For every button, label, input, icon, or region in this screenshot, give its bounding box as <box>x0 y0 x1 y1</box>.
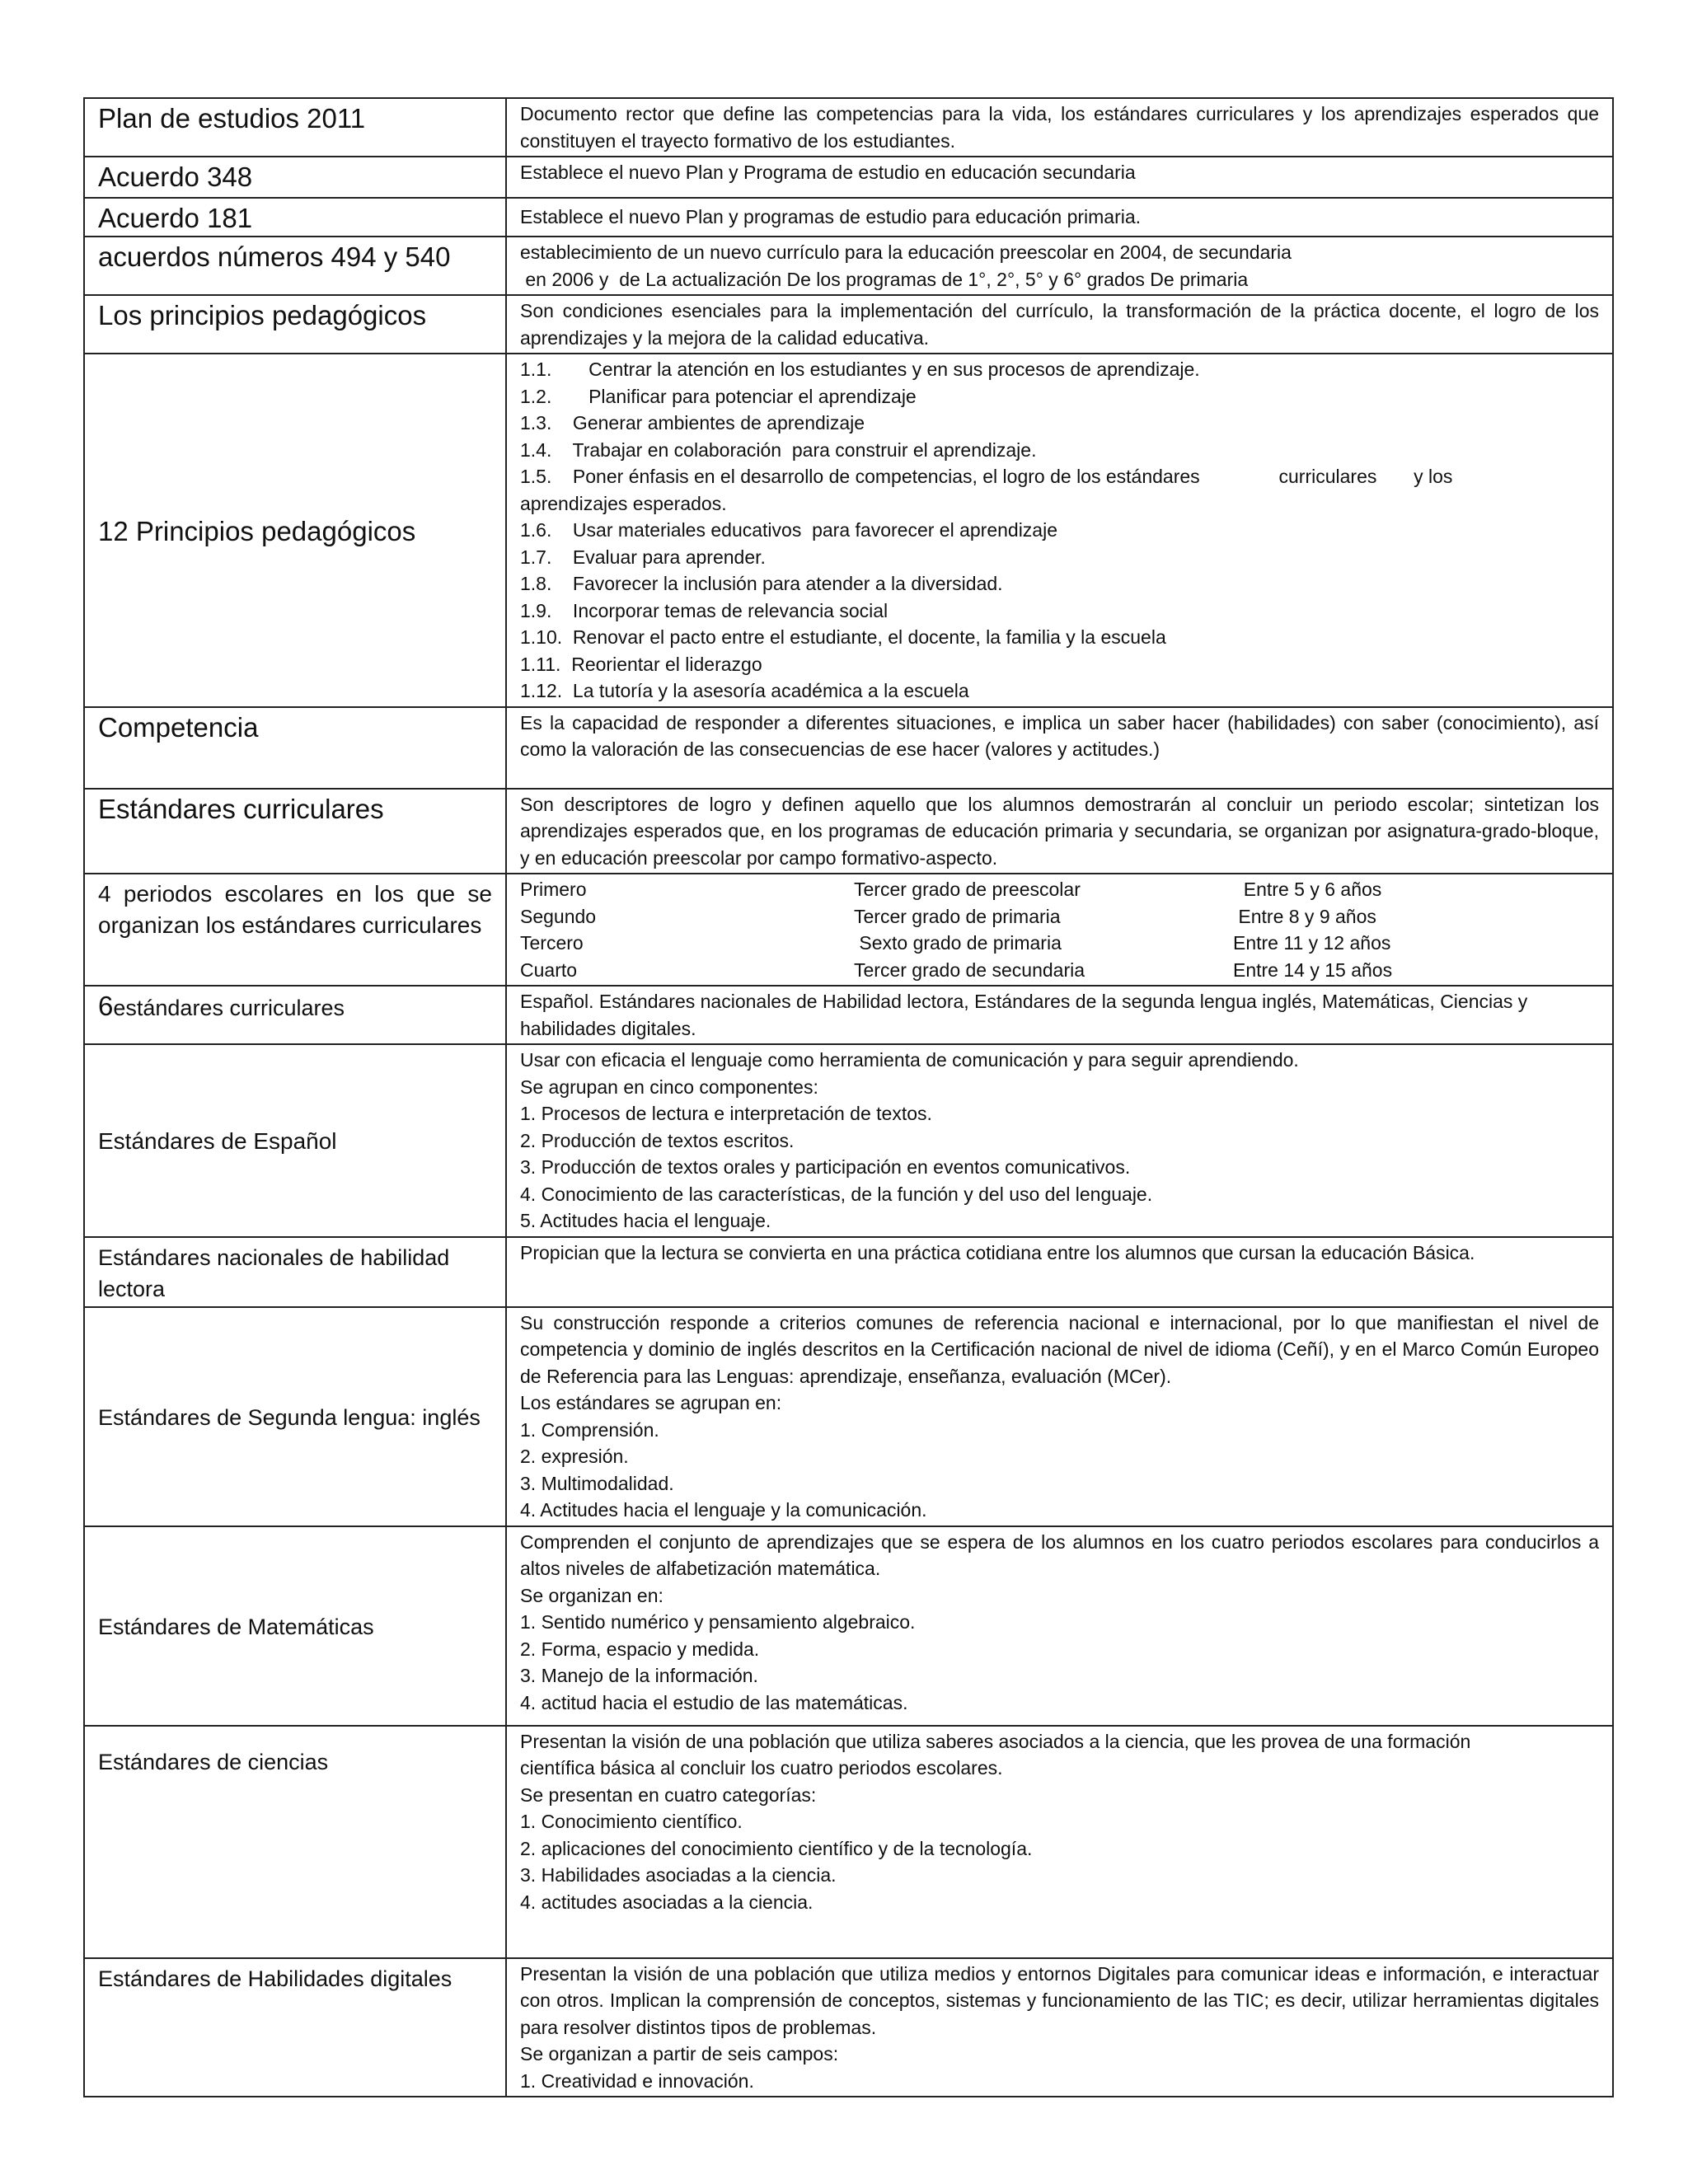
term-cell: Acuerdo 348 <box>84 157 506 198</box>
list-item: 1.8. Favorecer la inclusión para atender a la diversidad. <box>520 573 1003 594</box>
term-cell: Estándares nacionales de habilidad lectora <box>84 1237 506 1307</box>
table-row <box>84 1044 1613 1237</box>
definition-cell: Comprenden el conjunto de aprendizajes que se espera de los alumnos en los cuatro periodos escolares para conducirlos a altos niveles de alfabetización matemática. Se organizan en: 1. Sentido numérico y pensamiento algebraico. 2. Forma, espacio y medida. 3. Manejo de la información. 4. actitud hacia el estudio de las matemáticas. <box>506 1526 1613 1726</box>
term-cell: acuerdos números 494 y 540 <box>84 237 506 295</box>
table-row <box>84 237 1613 295</box>
list-item: aprendizajes esperados. <box>520 492 727 514</box>
term-cell: Estándares de Matemáticas <box>84 1526 506 1726</box>
term-cell: Estándares de Español <box>84 1044 506 1237</box>
table-row <box>84 707 1613 789</box>
table-row <box>84 789 1613 874</box>
definition-cell: Usar con eficacia el lenguaje como herramienta de comunicación y para seguir aprendiendo. Se agrupan en cinco componentes: 1. Procesos de lectura e interpretación de textos. 2. Producción de textos escritos. 3. Producción de textos orales y participación en eventos comunicativos. 4. Conocimiento de las características, de la función y del uso del lenguaje. 5. Actitudes hacia el lenguaje. <box>506 1044 1613 1237</box>
table-row <box>84 874 1613 986</box>
list-item: 1.12. La tutoría y la asesoría académica a la escuela <box>520 680 969 701</box>
table-row <box>84 354 1613 707</box>
table-row <box>84 1726 1613 1958</box>
term-cell: Estándares de Habilidades digitales <box>84 1958 506 2097</box>
definition-cell: establecimiento de un nuevo currículo para la educación preescolar en 2004, de secundaria en 2006 y de La actualización De los programas de 1°, 2°, 5° y 6° grados De primaria <box>506 237 1613 295</box>
table-row <box>84 1526 1613 1726</box>
table-row <box>84 1237 1613 1307</box>
definition-cell: Presentan la visión de una población que utiliza medios y entornos Digitales para comunicar ideas e información, e interactuar con otros. Implican la comprensión de conceptos, sistemas y funcionamiento de las TIC; es decir, utilizar herramientas digitales para resolver distintos tipos de problemas. Se organizan a partir de seis campos: 1. Creatividad e innovación. <box>506 1958 1613 2097</box>
table-row <box>84 986 1613 1044</box>
list-item: 1.6. Usar materiales educativos para favorecer el aprendizaje <box>520 519 1057 541</box>
term-cell: Acuerdo 181 <box>84 198 506 237</box>
definition-cell: Establece el nuevo Plan y Programa de estudio en educación secundaria <box>506 157 1613 198</box>
list-item: 1.11. Reorientar el liderazgo <box>520 653 762 675</box>
list-item: 1.2. Planificar para potenciar el aprendizaje <box>520 385 917 407</box>
list-item: 1.7. Evaluar para aprender. <box>520 546 766 568</box>
term-cell: Estándares curriculares <box>84 789 506 874</box>
term-cell: Plan de estudios 2011 <box>84 98 506 157</box>
term-cell: 4 periodos escolares en los que se organizan los estándares curriculares <box>84 874 506 986</box>
table-row <box>84 1958 1613 2097</box>
table-row <box>84 98 1613 157</box>
list-item: 1.4. Trabajar en colaboración para construir el aprendizaje. <box>520 438 1037 461</box>
definition-cell: Son descriptores de logro y definen aquello que los alumnos demostrarán al concluir un periodo escolar; sintetizan los aprendizajes esperados que, en los programas de educación primaria y secundaria, se organizan por asignatura-grado-bloque, y en educación preescolar por campo formativo-aspecto. <box>506 789 1613 874</box>
definition-cell: Es la capacidad de responder a diferentes situaciones, e implica un saber hacer (habilidades) con saber (conocimiento), así como la valoración de las consecuencias de ese hacer (valores y actitudes.) <box>506 707 1613 789</box>
term-cell: Los principios pedagógicos <box>84 295 506 354</box>
term-cell: Estándares de Segunda lengua: inglés <box>84 1307 506 1526</box>
list-item: 1.1. Centrar la atención en los estudiantes y en sus procesos de aprendizaje. <box>520 359 1200 380</box>
table-row <box>84 157 1613 198</box>
term-cell: Estándares de ciencias <box>84 1726 506 1958</box>
glossary-table <box>83 97 1614 2097</box>
definition-cell <box>506 874 1613 986</box>
table-row <box>84 295 1613 354</box>
list-item: 1.10. Renovar el pacto entre el estudiante, el docente, la familia y la escuela <box>520 626 1166 648</box>
definition-cell: Documento rector que define las competencias para la vida, los estándares curriculares y los aprendizajes esperados que constituyen el trayecto formativo de los estudiantes. <box>506 98 1613 157</box>
table-row <box>84 198 1613 237</box>
list-item: 1.3. Generar ambientes de aprendizaje <box>520 412 865 434</box>
definition-cell: Son condiciones esenciales para la implementación del currículo, la transformación de la práctica docente, el logro de los aprendizajes y la mejora de la calidad educativa. <box>506 295 1613 354</box>
term-cell: Competencia <box>84 707 506 789</box>
periods-table: Primero Tercer grado de preescolar Entre 5 y 6 años Segundo Tercer grado de primaria Entre 8 y 9 años Tercero Sexto grado de primaria Entre 11 y 12 años Cuarto Tercer grado de secundaria Entre 14 y 15 años <box>520 879 1393 981</box>
definition-cell: Presentan la visión de una población que utiliza saberes asociados a la ciencia, que les provea de una formación científica básica al concluir los cuatro periodos escolares. Se presentan en cuatro categorías: 1. Conocimiento científico. 2. aplicaciones del conocimiento científico y de la tecnología. 3. Habilidades asociadas a la ciencia. 4. actitudes asociadas a la ciencia. <box>506 1726 1613 1958</box>
table-row <box>84 1307 1613 1526</box>
definition-cell: Español. Estándares nacionales de Habilidad lectora, Estándares de la segunda lengua inglés, Matemáticas, Ciencias y habilidades digitales. <box>506 986 1613 1044</box>
definition-cell: Establece el nuevo Plan y programas de estudio para educación primaria. <box>506 198 1613 237</box>
definition-cell: Propician que la lectura se convierta en una práctica cotidiana entre los alumnos que cursan la educación Básica. <box>506 1237 1613 1307</box>
definition-cell: Su construcción responde a criterios comunes de referencia nacional e internacional, por lo que manifiestan el nivel de competencia y dominio de inglés descritos en la Certificación nacional de nivel de idioma (Ceñí), y en el Marco Común Europeo de Referencia para las Lenguas: aprendizaje, enseñanza, evaluación (MCer). Los estándares se agrupan en: 1. Comprensión. 2. expresión. 3. Multimodalidad. 4. Actitudes hacia el lenguaje y la comunicación. <box>506 1307 1613 1526</box>
definition-cell <box>506 354 1613 707</box>
list-item: 1.5. Poner énfasis en el desarrollo de competencias, el logro de los estándares curriculares y los <box>520 466 1453 487</box>
list-item: 1.9. Incorporar temas de relevancia social <box>520 599 889 621</box>
term-cell: 12 Principios pedagógicos <box>84 354 506 707</box>
term-cell: 6estándares curriculares <box>84 986 506 1044</box>
